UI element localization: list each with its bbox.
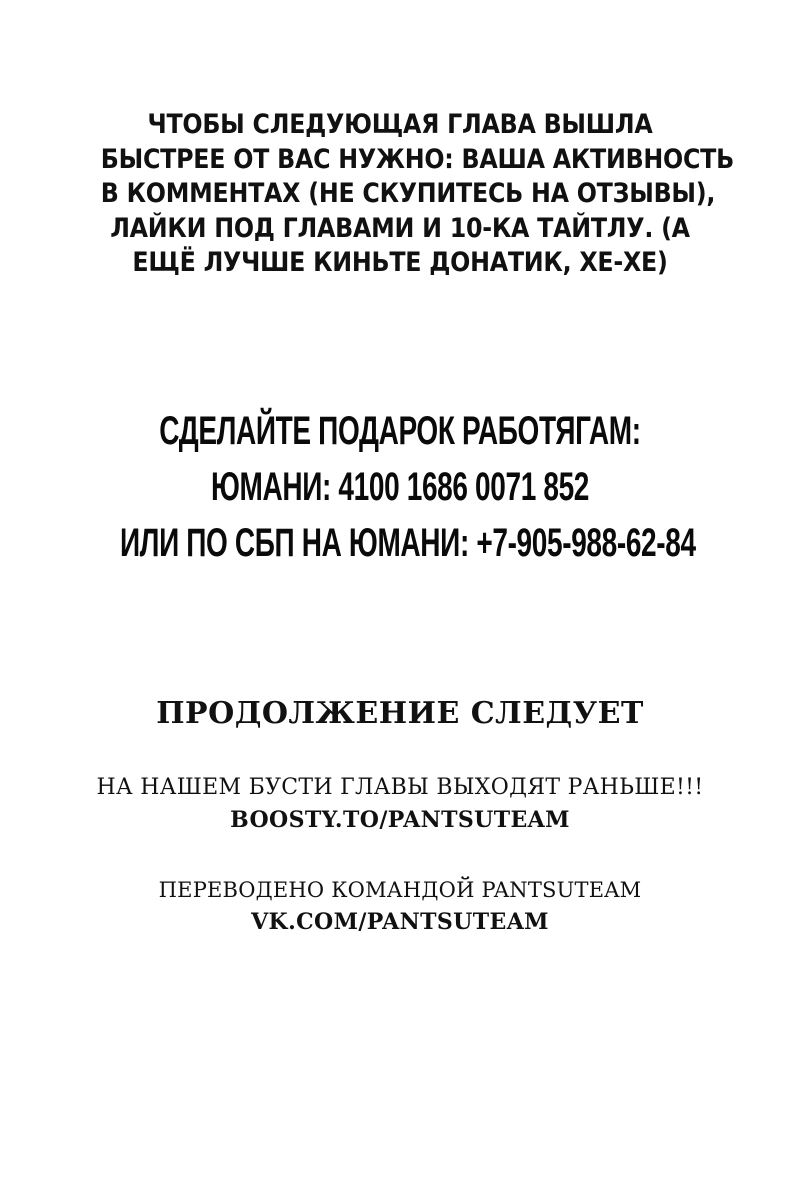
- donation-yumoney: ЮМАНИ: 4100 1686 0071 852: [210, 465, 590, 509]
- activity-notice-line: ЧТОБЫ СЛЕДУЮЩАЯ ГЛАВА ВЫШЛА: [147, 109, 653, 140]
- donation-heading: СДЕЛАЙТЕ ПОДАРОК РАБОТЯГАМ:: [159, 409, 641, 453]
- activity-notice-line: БЫСТРЕЕ ОТ ВАС НУЖНО: ВАША АКТИВНОСТЬ: [100, 143, 734, 175]
- donation-sbp: ИЛИ ПО СБП НА ЮМАНИ: +7-905-988-62-84: [120, 521, 696, 565]
- to-be-continued-title: ПРОДОЛЖЕНИЕ СЛЕДУЕТ: [156, 696, 644, 731]
- activity-notice-line: ЛАЙКИ ПОД ГЛАВАМИ И 10-КА ТАЙТЛУ. (А: [110, 212, 690, 244]
- translation-team-note: ПЕРЕВОДЕНО КОМАНДОЙ PANTSUTEAM: [158, 878, 642, 902]
- vk-link[interactable]: VK.COM/PANTSUTEAM: [251, 909, 549, 935]
- boosty-link[interactable]: BOOSTY.TO/PANTSUTEAM: [230, 807, 570, 833]
- activity-notice: [100, 108, 734, 281]
- donation-block: [0, 403, 800, 571]
- continuation-block: [0, 691, 800, 939]
- activity-notice-line: ЕЩЁ ЛУЧШЕ КИНЬТЕ ДОНАТИК, ХЕ-ХЕ): [132, 247, 668, 278]
- activity-notice-line: В КОММЕНТАХ (НЕ СКУПИТЕСЬ НА ОТЗЫВЫ),: [100, 178, 716, 209]
- boosty-note: НА НАШЕМ БУСТИ ГЛАВЫ ВЫХОДЯТ РАНЬШЕ!!!: [96, 775, 704, 800]
